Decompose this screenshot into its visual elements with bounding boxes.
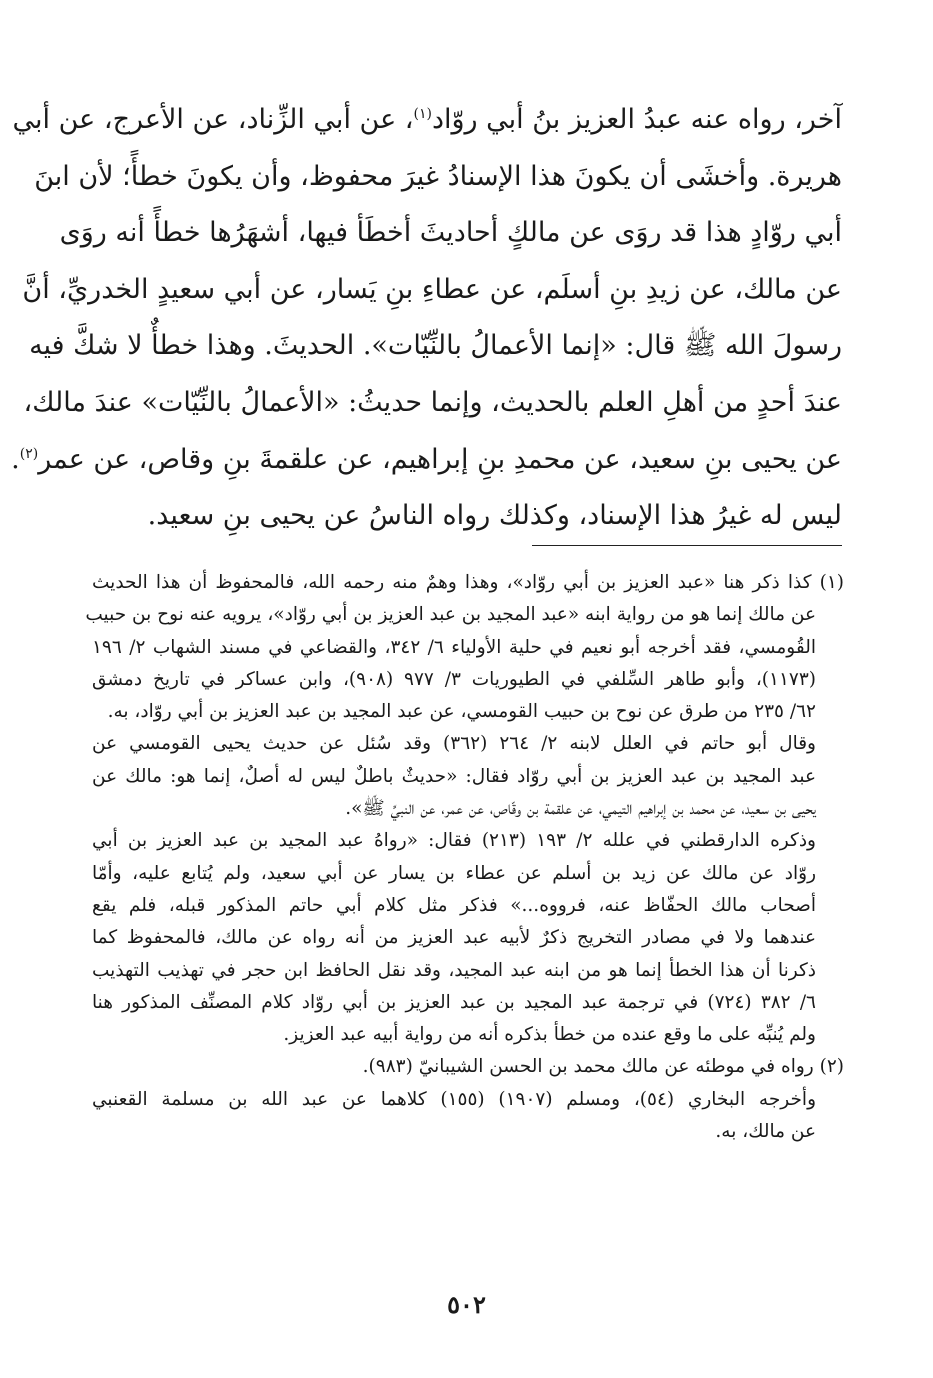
main-text — [11, 92, 842, 545]
main-line-1-head: آخر، رواه عنه عبدُ العزيز بنُ أبي روّاد — [431, 104, 842, 135]
footnote-1-line-1: (١) كذا ذكر هنا «عبد العزيز بن أبي روّاد»، وهذا وهمٌ منه رحمه الله، فالمحفوظ أن هذا الحديث — [92, 572, 844, 593]
footnote-2-line-3: عن مالك، به. — [715, 1121, 816, 1143]
main-line-8: ليس له غيرُ هذا الإسناد، وكذلك رواه الناسُ عن يحيى بنِ سعيد. — [147, 500, 842, 532]
footnote-1-line-12: عندهما ولا في مصادر التخريج ذكرٌ لأبيه عبد العزيز من أنه رواه عن مالك، فالمحفوظ كما — [92, 927, 816, 949]
footnote-1-line-13: ذكرنا أن هذا الخطأ إنما هو من ابنه عبد المجيد، وقد نقل الحافظ ابن حجر في تهذيب التهذيب — [92, 959, 816, 981]
main-line-7-tail: . — [11, 443, 20, 475]
footnote-ref-1[interactable]: (١) — [413, 106, 432, 122]
main-line-4: عن مالك، عن زيدِ بنِ أسلَم، عن عطاءِ بنِ يَسار، عن أبي سعيدٍ الخدريِّ، أنَّ — [22, 273, 842, 305]
footnote-1-line-4: (١١٧٣)، وأبو طاهر السِّلفي في الطيوريات ٣/ ٩٧٧ (٩٠٨)، وابن عساكر في تاريخ دمشق — [92, 668, 816, 690]
main-line-6: عندَ أحدٍ من أهلِ العلم بالحديث، وإنما حديثُ: «الأعمالُ بالنِّيّات» عندَ مالك، — [23, 386, 842, 418]
footnote-1-line-9: وذكره الدارقطني في علله ٢/ ١٩٣ (٢١٣) فقال: «رواهُ عبد المجيد بن عبد العزيز بن أبي — [92, 830, 816, 852]
main-line-1-tail: ، عن أبي الزِّناد، عن الأعرج، عن أبي — [12, 104, 414, 135]
main-line-7-head: عن يحيى بنِ سعيد، عن محمدِ بنِ إبراهيم، عن علقمةَ بنِ وقاص، عن عمر — [38, 443, 842, 475]
main-line-1 — [12, 92, 842, 149]
page-number: ٥٠٢ — [447, 1290, 486, 1319]
footnote-separator — [532, 545, 842, 546]
footnote-1-line-5: ٦٢/ ٢٣٥ من طرق عن نوح بن حبيب القومسي، عن عبد المجيد بن عبد العزيز بن أبي روّاد، به. — [107, 701, 816, 723]
footnote-1-line-14: ٦/ ٣٨٢ (٧٢٤) في ترجمة عبد المجيد بن عبد العزيز بن أبي روّاد كلام المصنِّف المذكور هنا — [92, 991, 816, 1013]
footnote-2-line-2: وأخرجه البخاري (٥٤)، ومسلم (١٩٠٧) (١٥٥) كلاهما عن عبد الله بن مسلمة القعنبي — [92, 1088, 817, 1110]
footnote-1-line-7: عبد المجيد بن عبد العزيز بن أبي روّاد فقال: «حديثٌ باطلٌ ليس له أصلٌ، إنما هو: مالك عن — [92, 765, 816, 787]
main-line-3: أبي روّادٍ هذا قد روَى عن مالكٍ أحاديثَ أخطَأ فيها، أشهَرُها خطأً أنه روَى — [59, 217, 842, 249]
footnote-1-line-2: عن مالك إنما هو من رواية ابنه «عبد المجيد بن عبد العزيز بن أبي روّاد»، يرويه عنه نوح بن حبيب — [85, 604, 816, 626]
main-line-7 — [11, 432, 842, 489]
footnotes — [85, 567, 844, 1148]
footnote-2-line-1: (٢) رواه في موطئه عن مالك محمد بن الحسن الشيبانيّ (٩٨٣). — [362, 1056, 844, 1078]
footnote-ref-2[interactable]: (٢) — [19, 445, 39, 462]
footnote-1-line-3: القُومسي، فقد أخرجه أبو نعيم في حلية الأولياء ٦/ ٣٤٢، والقضاعي في مسند الشهاب ٢/ ١٩٦ — [92, 636, 816, 658]
footnote-1-line-6: وقال أبو حاتم في العلل لابنه ٢/ ٢٦٤ (٣٦٢) وقد سُئل عن حديث يحيى القومسي عن — [92, 733, 816, 755]
main-line-5: رسولَ الله ﷺ قال: «إنما الأعمالُ بالنِّيّات». الحديثَ. وهذا خطأٌ لا شكَّ فيه — [29, 330, 842, 362]
main-line-2: هريرة. وأخشَى أن يكونَ هذا الإسنادُ غيرَ محفوظ، وأن يكونَ خطأً؛ لأن ابنَ — [34, 160, 842, 192]
footnote-1-line-15: ولم يُنبِّه على ما وقع عنده من خطأ بذكره أنه من رواية أبيه عبد العزيز. — [283, 1024, 816, 1046]
footnote-1-line-8: يحيى بن سعيد، عن محمد بن إبراهيم التيمي، عن علقمة بن وقّاص، عن عمر، عن النبيِّ ﷺ». — [345, 798, 816, 820]
footnote-1-line-11: أصحاب مالك الحفّاظ عنه، فرووه...» فذكر مثل كلام أبي حاتم المذكور قبله، فلم يقع — [92, 894, 816, 916]
footnote-1-line-10: روّاد عن مالك عن زيد بن أسلم عن عطاء بن يسار عن أبي سعيد، ولم يُتابع عليه، وأمّا — [92, 862, 816, 884]
